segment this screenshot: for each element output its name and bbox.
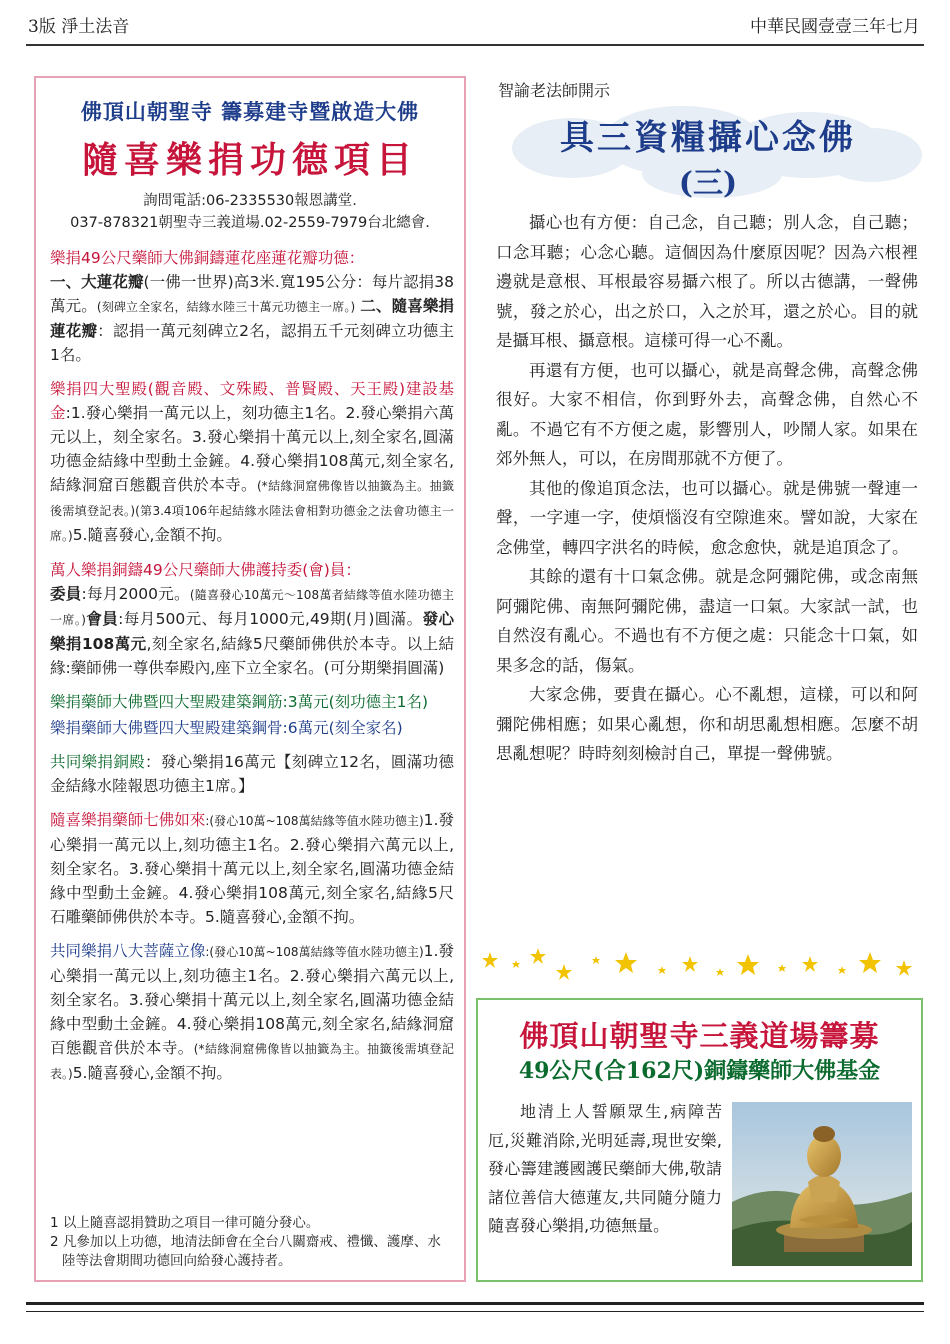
article-paragraph: 其餘的還有十口氣念佛。就是念阿彌陀佛，或念南無阿彌陀佛、南無阿彌陀佛，盡這一口氣。大家試一試，也自然沒有亂心。不過也有不方便之處：只能念十口氣，如果多念的話，傷氣。	[496, 567, 918, 675]
article-paragraph: 再還有方便，也可以攝心，就是高聲念佛，高聲念佛很好。大家不相信，你到野外去，高聲念佛，自然心不亂。不過它有不方便之處，影響別人，吵鬧人家。如果在郊外無人，可以，在房間那就不方便了。	[496, 360, 918, 468]
star-icon	[615, 952, 637, 973]
section-four-halls: 樂捐四大聖殿(觀音殿、文殊殿、普賢殿、天王殿)建設基金:1.發心樂捐一萬元以上，刻功德主1名。2.發心樂捐六萬元以上，刻全家名。3.發心樂捐十萬元以上,刻全家名,圓滿功德金結緣中型動土金鏟。4.發心樂捐108萬元,刻全家名,結緣洞窟百態觀音供於本寺。(*結緣洞窟佛像皆以抽籤為主。抽籤後需填登記表。)(第3.4項106年起結緣水陸法會相對功德金之法會功德主一席。)5.隨喜發心,金額不拘。	[50, 380, 454, 544]
section-title: 共同樂捐銅殿	[50, 753, 146, 771]
donation-sections	[50, 246, 454, 1096]
star-icon	[512, 960, 520, 968]
section-title: 隨喜樂捐藥師七佛如來	[50, 811, 206, 829]
article-paragraph: 攝心也有方便：自己念，自己聽；別人念，自己聽；口念耳聽；心念心聽。這個因為什麼原因呢？因為六根裡邊就是意根、耳根最容易攝六根了。所以古德講，一聲佛號，發之於心，出之於口，入之於耳，還之於心。目的就是攝耳根、攝意根。這樣可得一心不亂。	[496, 213, 918, 350]
star-divider	[476, 942, 924, 988]
article-author: 智諭老法師開示	[498, 81, 611, 100]
star-icon	[716, 968, 724, 976]
note-item: 2 凡參加以上功德，地清法師會在全台八關齋戒、禮懺、護摩、水陸等法會期間功德回向給發心護持者。	[50, 1234, 441, 1269]
contact-info	[44, 190, 456, 234]
star-icon	[838, 966, 846, 974]
buddha-statue-photo	[732, 1102, 912, 1266]
article-part: (三)	[678, 166, 738, 201]
issue-date: 中華民國壹壹三年七月	[750, 17, 920, 37]
ad-paragraph: 地清上人誓願眾生,病障苦厄,災難消除,光明延壽,現世安樂,發心籌建護國護民藥師大佛,敬請諸位善信大德蓮友,共同隨分隨力隨喜發心樂捐,功德無量。	[488, 1102, 722, 1235]
article-title: 具三資糧攝心念佛	[560, 118, 856, 158]
section-eight-bodhisattvas: 共同樂捐八大菩薩立像:(發心10萬~108萬結緣等值水陸功德主)1.發心樂捐一萬元以上,刻功德主1名。2.發心樂捐六萬元以上,刻全家名。3.發心樂捐十萬元以上,刻全家名,圓滿功德金結緣中型動土金鏟。4.發心樂捐108萬元,刻全家名,結緣洞窟百態觀音供於本寺。(*結緣洞窟佛像皆以抽籤為主。抽籤後需填登記表。)5.隨喜發心,金額不拘。	[50, 942, 454, 1082]
note-item: 1 以上隨喜認捐贊助之項目一律可隨分發心。	[50, 1215, 320, 1231]
footer-divider	[26, 1311, 924, 1312]
donation-notes	[50, 1214, 454, 1271]
contact-line: 詢問電話:06-2335530報恩講堂.	[143, 193, 357, 209]
section-lotus-petals: 樂捐49公尺藥師大佛銅鑄蓮花座蓮花瓣功德： 一、大蓮花瓣(一佛一世界)高3米.寬195公分：每片認捐38萬元。(刻碑立全家名，結緣水陸三十萬元功德主一席。) 二、隨喜樂捐蓮花瓣：認捐一萬元刻碑立2名，認捐五千元刻碑立功德主1名。	[50, 249, 454, 364]
section-title: 共同樂捐八大菩薩立像	[50, 942, 206, 960]
donation-items-box	[34, 76, 466, 1282]
contact-line: 037-878321朝聖寺三義道場.02-2559-7979台北總會.	[70, 215, 430, 231]
ad-subtitle: 49公尺(合162尺)銅鑄藥師大佛基金	[518, 1058, 881, 1084]
star-icon	[658, 966, 666, 974]
star-icon	[530, 948, 546, 964]
article-paragraph: 其他的像追頂念法，也可以攝心。就是佛號一聲連一聲，一字連一字，使煩惱沒有空隙進來。譬如說，大家在念佛堂，轉四字洪名的時候，愈念愈快，就是追頂念了。	[496, 478, 918, 557]
ad-title: 佛頂山朝聖寺三義道場籌募	[519, 1019, 880, 1053]
star-icon	[556, 964, 572, 980]
donation-box-title: 隨喜樂捐功德項目	[81, 139, 418, 181]
footer-divider	[26, 1302, 924, 1305]
star-icon	[737, 954, 759, 975]
section-title: 樂捐49公尺藥師大佛銅鑄蓮花座蓮花瓣功德：	[50, 249, 365, 267]
star-icon	[592, 956, 600, 964]
section-bronze-hall: 共同樂捐銅殿：發心樂捐16萬元【刻碑立12名，圓滿功德金結緣水陸報恩功德主1席。】	[50, 753, 454, 795]
donation-box-heading: 佛頂山朝聖寺 籌募建寺暨啟造大佛	[80, 99, 420, 124]
star-icon	[778, 964, 786, 972]
star-icon	[682, 956, 698, 972]
article-paragraph: 大家念佛，要貴在攝心。心不亂想，這樣，可以和阿彌陀佛相應；如果心亂想，你和胡思亂想相應。怎麼不胡思亂想呢？時時刻刻檢討自己，單提一聲佛號。	[496, 685, 918, 763]
ad-text	[488, 1098, 722, 1241]
section-seven-buddhas: 隨喜樂捐藥師七佛如來:(發心10萬~108萬結緣等值水陸功德主)1.發心樂捐一萬元以上,刻功德主1名。2.發心樂捐六萬元以上,刻全家名。3.發心樂捐十萬元以上,刻全家名,圓滿功德金結緣中型動土金鏟。4.發心樂捐108萬元,刻全家名,結緣5尺石雕藥師佛供於本寺。5.隨喜發心,金額不拘。	[50, 811, 454, 926]
star-icon	[859, 952, 881, 973]
star-icon	[802, 956, 818, 972]
section-steel-frame: 樂捐藥師大佛暨四大聖殿建築鋼骨:6萬元(刻全家名)	[50, 719, 403, 737]
section-committee-members: 萬人樂捐銅鑄49公尺藥師大佛護持委(會)員： 委員:每月2000元。(隨喜發心10萬元～108萬者結緣等值水陸功德主一席。)會員:每月500元、每月1000元,49期(月)圓滿。發心樂捐108萬元,刻全家名,結緣5尺藥師佛供於本寺。以上結緣:藥師佛一尊供奉殿內,座下立全家名。(可分期樂捐圓滿)	[50, 561, 455, 677]
section-steel-rebar: 樂捐藥師大佛暨四大聖殿建築鋼筋:3萬元(刻功德主1名)	[50, 693, 429, 711]
article-body	[496, 208, 918, 769]
star-icon	[482, 952, 498, 968]
star-icon	[896, 960, 912, 976]
header-divider	[26, 44, 924, 46]
page-section-label: 3版 淨土法音	[28, 17, 130, 37]
section-title: 萬人樂捐銅鑄49公尺藥師大佛護持委(會)員：	[50, 561, 361, 579]
section-title: 樂捐四大聖殿(觀音殿、文殊殿、普賢殿、天王殿)建設基金	[50, 380, 454, 422]
fundraising-ad	[476, 998, 923, 1282]
